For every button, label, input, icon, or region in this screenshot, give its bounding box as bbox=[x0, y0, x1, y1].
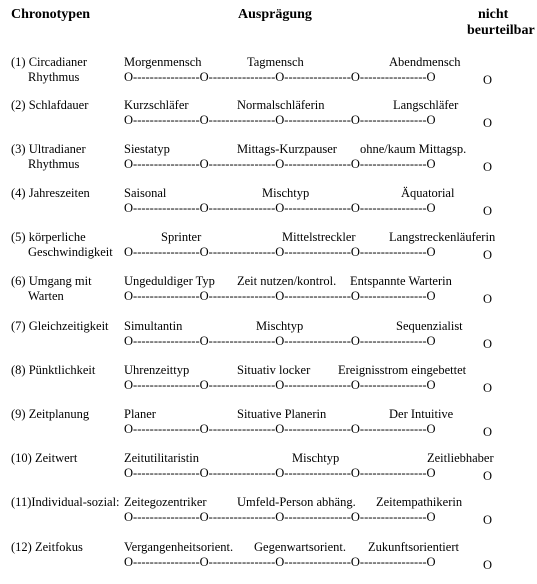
chronotype-row bbox=[0, 55, 537, 99]
anchor-left: Planer bbox=[124, 407, 156, 421]
row-label-line1: (7) Gleichzeitigkeit bbox=[11, 319, 109, 333]
row-label-line2: Rhythmus bbox=[28, 70, 80, 84]
anchor-middle: Mischtyp bbox=[292, 451, 340, 465]
row-label bbox=[11, 186, 90, 201]
row-label-line1: (1) Circadianer bbox=[11, 55, 88, 69]
anchor-middle: Situative Planerin bbox=[237, 407, 327, 421]
column-header-beurteilbar: beurteilbar bbox=[467, 23, 535, 38]
rating-scale[interactable]: O----------------O----------------O----------------O----------------O bbox=[124, 334, 436, 348]
anchor-left: Ungeduldiger Typ bbox=[124, 274, 215, 288]
anchor-right: Langschläfer bbox=[393, 98, 459, 112]
anchor-left: Zeitegozentriker bbox=[124, 495, 207, 509]
anchor-left: Zeitutilitaristin bbox=[124, 451, 199, 465]
row-label bbox=[11, 274, 92, 304]
row-label bbox=[11, 495, 120, 510]
rating-scale[interactable]: O----------------O----------------O----------------O----------------O bbox=[124, 70, 436, 84]
chronotype-row bbox=[0, 495, 537, 539]
anchor-middle: Umfeld-Person abhäng. bbox=[237, 495, 356, 509]
not-assessable-option[interactable]: O bbox=[483, 292, 493, 306]
anchor-left: Uhrenzeittyp bbox=[124, 363, 190, 377]
rating-scale[interactable]: O----------------O----------------O----------------O----------------O bbox=[124, 422, 436, 436]
rating-scale[interactable]: O----------------O----------------O----------------O----------------O bbox=[124, 289, 436, 303]
anchor-right: ohne/kaum Mittagsp. bbox=[360, 142, 467, 156]
anchor-right: Sequenzialist bbox=[396, 319, 463, 333]
not-assessable-option[interactable]: O bbox=[483, 381, 493, 395]
not-assessable-option[interactable]: O bbox=[483, 469, 493, 483]
row-label bbox=[11, 451, 77, 466]
row-label-line2: Rhythmus bbox=[28, 157, 80, 171]
rating-scale[interactable]: O----------------O----------------O----------------O----------------O bbox=[124, 157, 436, 171]
row-label-line1: (5) körperliche bbox=[11, 230, 86, 244]
anchor-right: Abendmensch bbox=[389, 55, 461, 69]
row-label-line1: (8) Pünktlichkeit bbox=[11, 363, 96, 377]
anchor-right: Zeitliebhaber bbox=[427, 451, 494, 465]
row-label bbox=[11, 142, 86, 172]
rating-scale[interactable]: O----------------O----------------O----------------O----------------O bbox=[124, 113, 436, 127]
chronotype-row bbox=[0, 407, 537, 451]
row-label-line2: Warten bbox=[28, 289, 64, 303]
column-header-chronotypen: Chronotypen bbox=[11, 7, 91, 22]
rating-scale[interactable]: O----------------O----------------O----------------O----------------O bbox=[124, 201, 436, 215]
anchor-middle: Mittelstreckler bbox=[282, 230, 356, 244]
chronotype-row bbox=[0, 319, 537, 363]
anchor-left: Morgenmensch bbox=[124, 55, 202, 69]
anchor-right: Zeitempathikerin bbox=[376, 495, 463, 509]
not-assessable-option[interactable]: O bbox=[483, 513, 493, 527]
anchor-left: Sprinter bbox=[161, 230, 202, 244]
row-label bbox=[11, 319, 109, 334]
row-label-line1: (9) Zeitplanung bbox=[11, 407, 90, 421]
not-assessable-option[interactable]: O bbox=[483, 248, 493, 262]
chronotype-row bbox=[0, 540, 537, 584]
row-label-line1: (12) Zeitfokus bbox=[11, 540, 83, 554]
row-label bbox=[11, 230, 113, 260]
rating-scale[interactable]: O----------------O----------------O----------------O----------------O bbox=[124, 510, 436, 524]
row-label bbox=[11, 55, 87, 85]
anchor-middle: Mittags-Kurzpauser bbox=[237, 142, 337, 156]
anchor-middle: Mischtyp bbox=[262, 186, 310, 200]
row-label-line1: (2) Schlafdauer bbox=[11, 98, 89, 112]
anchor-right: Entspannte Warterin bbox=[350, 274, 452, 288]
chronotype-row bbox=[0, 98, 537, 142]
anchor-middle: Gegenwartsorient. bbox=[254, 540, 346, 554]
row-label-line1: (11)Individual-sozial: bbox=[11, 495, 120, 509]
not-assessable-option[interactable]: O bbox=[483, 558, 493, 572]
anchor-middle: Situativ locker bbox=[237, 363, 311, 377]
rating-scale[interactable]: O----------------O----------------O----------------O----------------O bbox=[124, 555, 436, 569]
chronotype-row bbox=[0, 142, 537, 186]
anchor-right: Äquatorial bbox=[401, 186, 455, 200]
not-assessable-option[interactable]: O bbox=[483, 160, 493, 174]
not-assessable-option[interactable]: O bbox=[483, 204, 493, 218]
row-label-line1: (3) Ultradianer bbox=[11, 142, 86, 156]
chronotype-row bbox=[0, 230, 537, 274]
chronotype-row bbox=[0, 451, 537, 495]
rating-scale[interactable]: O----------------O----------------O----------------O----------------O bbox=[124, 245, 436, 259]
not-assessable-option[interactable]: O bbox=[483, 425, 493, 439]
chronotype-row bbox=[0, 274, 537, 318]
row-label-line1: (4) Jahreszeiten bbox=[11, 186, 90, 200]
anchor-left: Siestatyp bbox=[124, 142, 170, 156]
anchor-middle: Tagmensch bbox=[247, 55, 304, 69]
anchor-right: Ereignisstrom eingebettet bbox=[338, 363, 467, 377]
row-label-line1: (10) Zeitwert bbox=[11, 451, 78, 465]
chronotype-row bbox=[0, 186, 537, 230]
rating-scale[interactable]: O----------------O----------------O----------------O----------------O bbox=[124, 466, 436, 480]
row-label bbox=[11, 98, 88, 113]
row-label bbox=[11, 540, 83, 555]
anchor-left: Kurzschläfer bbox=[124, 98, 189, 112]
anchor-left: Saisonal bbox=[124, 186, 167, 200]
row-label-line2: Geschwindigkeit bbox=[28, 245, 113, 259]
row-label bbox=[11, 407, 89, 422]
row-label bbox=[11, 363, 95, 378]
anchor-middle: Normalschläferin bbox=[237, 98, 325, 112]
rating-scale[interactable]: O----------------O----------------O----------------O----------------O bbox=[124, 378, 436, 392]
row-label-line1: (6) Umgang mit bbox=[11, 274, 92, 288]
not-assessable-option[interactable]: O bbox=[483, 73, 493, 87]
anchor-left: Vergangenheitsorient. bbox=[124, 540, 234, 554]
anchor-right: Langstreckenläuferin bbox=[389, 230, 496, 244]
column-header-nicht: nicht bbox=[478, 7, 509, 22]
not-assessable-option[interactable]: O bbox=[483, 337, 493, 351]
anchor-right: Zukunftsorientiert bbox=[368, 540, 459, 554]
not-assessable-option[interactable]: O bbox=[483, 116, 493, 130]
anchor-right: Der Intuitive bbox=[389, 407, 454, 421]
column-header-auspraegung: Ausprägung bbox=[238, 7, 312, 22]
chronotype-row bbox=[0, 363, 537, 407]
anchor-middle: Mischtyp bbox=[256, 319, 304, 333]
anchor-left: Simultantin bbox=[124, 319, 183, 333]
anchor-middle: Zeit nutzen/kontrol. bbox=[237, 274, 337, 288]
